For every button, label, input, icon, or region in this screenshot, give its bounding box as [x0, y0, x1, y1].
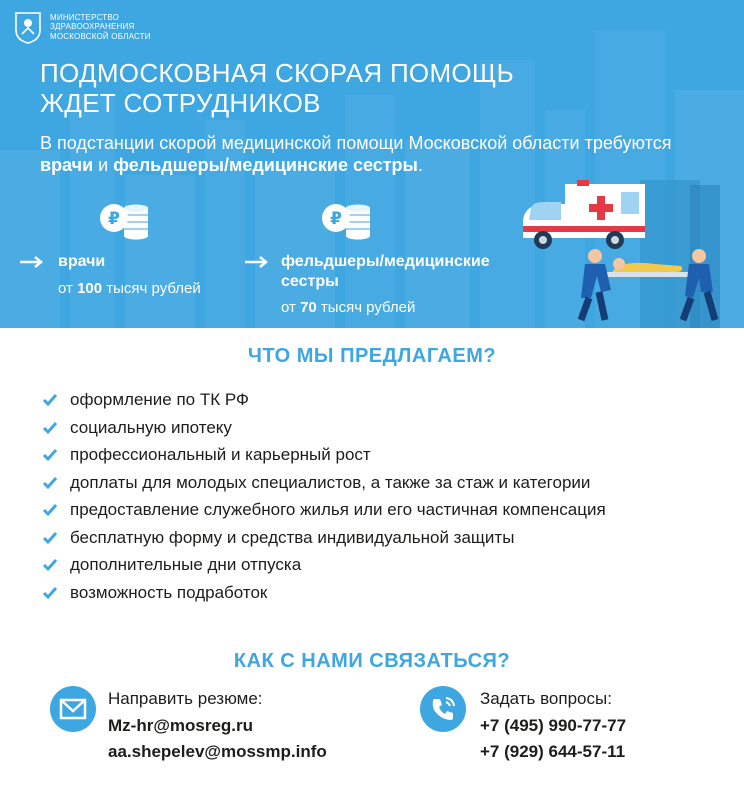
envelope-icon	[50, 686, 96, 732]
offers-list	[40, 391, 740, 611]
email-link[interactable]: aa.shepelev@mossmp.info	[108, 742, 327, 761]
page-title: ПОДМОСКОВНАЯ СКОРАЯ ПОМОЩЬ ЖДЕТ СОТРУДНИКОВ	[40, 58, 514, 118]
list-item: бесплатную форму и средства индивидуальной защиты	[40, 529, 740, 547]
check-icon	[42, 393, 58, 407]
hero-banner	[0, 0, 744, 328]
ambulance-icon	[515, 180, 744, 328]
check-icon	[42, 531, 58, 545]
intro-text: В подстанции скорой медицинской помощи Московской области требуются врачи и фельдшеры/медицинские сестры.	[40, 133, 672, 175]
check-icon	[42, 421, 58, 435]
list-item: возможность подработок	[40, 584, 740, 602]
list-item: дополнительные дни отпуска	[40, 556, 740, 574]
list-item: предоставление служебного жилья или его частичная компенсация	[40, 501, 640, 519]
email-link[interactable]: Mz-hr@mosreg.ru	[108, 716, 254, 735]
questions-label: Задать вопросы:	[480, 689, 612, 708]
salary-paramedics-amount: от 70 тысяч рублей	[281, 299, 416, 316]
salary-paramedics-title: фельдшеры/медицинские сестры	[281, 253, 490, 290]
contacts-title: КАК С НАМИ СВЯЗАТЬСЯ?	[233, 650, 511, 672]
salary-doctors-amount: от 100 тысяч рублей	[58, 280, 201, 297]
phone-icon	[420, 686, 466, 732]
ministry-logo	[14, 10, 151, 44]
list-item: оформление по ТК РФ	[40, 391, 740, 409]
coat-of-arms-icon	[14, 10, 42, 44]
check-icon	[42, 503, 58, 517]
svg-text:₽: ₽	[330, 209, 342, 229]
offers-title: ЧТО МЫ ПРЕДЛАГАЕМ?	[247, 345, 497, 367]
ruble-coins-icon	[98, 194, 150, 240]
list-item: профессиональный и карьерный рост	[40, 446, 740, 464]
list-item: социальную ипотеку	[40, 419, 740, 437]
phone-number[interactable]: +7 (495) 990-77-77	[480, 716, 627, 735]
check-icon	[42, 586, 58, 600]
list-item: доплаты для молодых специалистов, а также за стаж и категории	[40, 474, 740, 492]
svg-text:₽: ₽	[108, 209, 120, 229]
arrow-right-icon	[20, 256, 46, 268]
check-icon	[42, 476, 58, 490]
check-icon	[42, 558, 58, 572]
salary-doctors-title: врачи	[58, 253, 106, 270]
resume-label: Направить резюме:	[108, 689, 263, 708]
check-icon	[42, 448, 58, 462]
arrow-right-icon	[245, 256, 271, 268]
phone-number[interactable]: +7 (929) 644-57-11	[480, 742, 626, 761]
ruble-coins-icon	[320, 194, 372, 240]
ministry-name: МИНИСТЕРСТВО ЗДРАВООХРАНЕНИЯ МОСКОВСКОЙ ОБЛАСТИ	[50, 12, 151, 41]
